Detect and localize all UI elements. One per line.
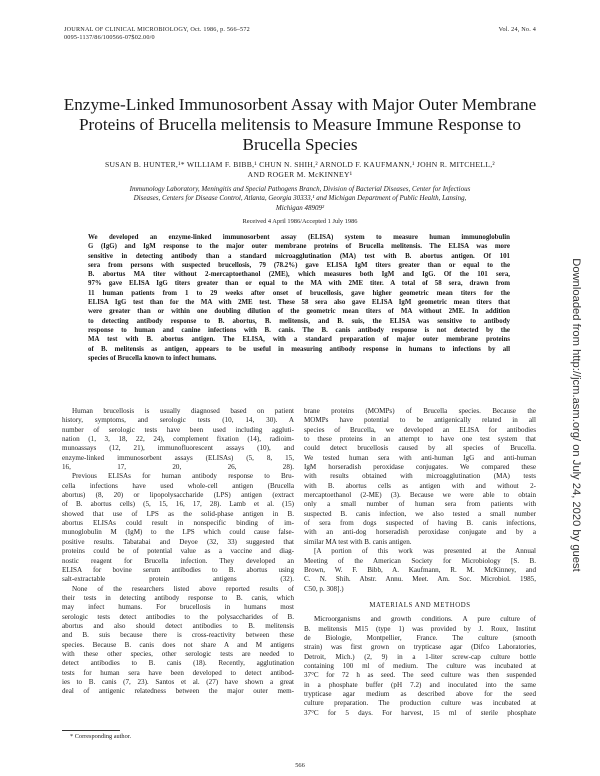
journal-code: 0095-1137/86/100566-07$02.00/0 bbox=[64, 34, 155, 41]
body-line: in a phosphate buffer (pH 7.2) and inoculated into the same bbox=[304, 680, 536, 689]
abstract-line: B. abortus MA titer without 2-mercaptoethanol (2ME), which measures both IgM and IgG. Of the 101 sera, bbox=[88, 271, 510, 279]
body-line: abortus) (8, 20) or lipopolysaccharide (LPS) antigen (extract bbox=[62, 491, 294, 500]
abstract-line: MA test with B. abortus antigen. The ELISA, with a standard preparation of major outer membrane proteins bbox=[88, 336, 510, 344]
body-line: positive results. Tabatabai and Deyoe (32, 33) suggested that bbox=[62, 537, 294, 546]
body-line: brane proteins (MOMPs) of Brucella species. Because the bbox=[304, 407, 536, 415]
download-watermark bbox=[567, 180, 585, 650]
body-line: Previous ELISAs for human antibody response to Bru- bbox=[72, 472, 294, 481]
article-title bbox=[60, 95, 540, 155]
body-line: strain) was first grown on trypticase agar (Difco Laboratories, bbox=[304, 643, 536, 652]
body-line: with results obtained with microagglutination (MA) tests bbox=[304, 472, 536, 481]
abstract bbox=[88, 233, 510, 363]
body-line: containing 100 ml of medium. The culture was incubated at bbox=[304, 661, 536, 670]
journal-header bbox=[64, 26, 250, 42]
body-line: nation (1, 3, 18, 22, 24), complement fixation (14), radioim- bbox=[62, 435, 294, 444]
body-line: and B. suis because there is cross-reactivity between these bbox=[62, 631, 294, 640]
body-line: mercaptoethanol (2-ME) (3). Because we were able to obtain bbox=[304, 491, 536, 500]
body-line: C50, p. 308].) bbox=[304, 584, 344, 593]
body-line: proteins could be of potential value as a vaccine and diag- bbox=[62, 547, 294, 556]
body-line: culture preparation. The production culture was incubated at bbox=[304, 699, 536, 708]
body-line: abortus and also should detect antibodies to B. melitensis bbox=[62, 621, 294, 630]
abstract-line: were greater than or within one doubling dilution of the geometric mean titers of MA without 2ME. In addition bbox=[88, 308, 510, 316]
journal-citation: JOURNAL OF CLINICAL MICROBIOLOGY, Oct. 1986, p. 566–572 bbox=[64, 26, 250, 33]
abstract-line: of B. melitensis as antigen, appears to be useful in measuring antibody response in humans to infections by all bbox=[88, 345, 510, 353]
body-line: IgM horseradish peroxidase conjugates. We compared these bbox=[304, 463, 536, 472]
body-line: suspected B. canis infection, we also tested a small number bbox=[304, 509, 536, 518]
body-line: ies to B. canis (7, 23). Santos et al. (27) have shown a great bbox=[62, 677, 294, 686]
body-line: cella infections have used whole-cell antigen (Brucella bbox=[62, 481, 294, 490]
affiliation-line: Michigan 48909² bbox=[275, 203, 325, 212]
body-line: enzyme-linked immunosorbent assays (ELISAs) (5, 8, 15, bbox=[62, 453, 294, 462]
affiliation-line: Diseases, Centers for Disease Control, Atlanta, Georgia 30333,¹ and Michigan Department of Public Health, Lansing, bbox=[133, 194, 467, 203]
body-line: 37°C for 5 days. For harvest, 15 ml of sterile phosphate bbox=[304, 708, 536, 717]
section-heading-methods: MATERIALS AND METHODS bbox=[369, 601, 471, 609]
body-line: may infect humans. For brucellosis in humans most bbox=[62, 603, 294, 612]
abstract-line: 11 human patients from 1 to 29 weeks after onset of brucellosis, gave higher geometric mean titers for the bbox=[88, 289, 510, 297]
body-line: None of the researchers listed above reported results of bbox=[72, 584, 294, 593]
body-line: Human brucellosis is usually diagnosed based on patient bbox=[72, 407, 294, 415]
body-line: with B. abortus cells as antigen with and without 2- bbox=[304, 481, 536, 490]
abstract-line: to detecting antibody response to B. abortus, B. melitensis, and B. suis, the ELISA was sensitive to antibody bbox=[88, 317, 510, 325]
abstract-line: 97% gave ELISA IgG titers greater than or equal to the MA with 2ME titer. A total of 58 sera, drawn from bbox=[88, 280, 510, 288]
author-list bbox=[60, 160, 540, 180]
affiliation-line: Immunology Laboratory, Meningitis and Special Pathogens Branch, Division of Bacterial Diseases, Center for Infectious bbox=[129, 185, 471, 193]
abstract-line: ELISA IgG test than for the MA with 2ME test. These 58 sera also gave ELISA IgM geometric mean titers that bbox=[88, 299, 510, 307]
title-line: Proteins of Brucella melitensis to Measure Immune Response to bbox=[78, 115, 522, 134]
body-line: showed that use of LPS as the solid-phase antigen in B. bbox=[62, 509, 294, 518]
body-line: species of Brucella, we developed an ELISA for antibodies bbox=[304, 425, 536, 434]
abstract-line: G (IgG) and IgM response to the major outer membrane proteins of Brucella melitensis. The ELISA was more bbox=[88, 243, 510, 251]
body-line: number of serologic tests have been used including aggluti- bbox=[62, 425, 294, 434]
methods-text bbox=[304, 615, 536, 718]
body-line: Meeting of the American Society for Microbiology [S. B. bbox=[304, 556, 536, 565]
page-number: 566 bbox=[295, 762, 305, 769]
body-column-left bbox=[62, 407, 294, 697]
author-line: SUSAN B. HUNTER,¹* WILLIAM F. BIBB,¹ CHUN N. SHIH,² ARNOLD F. KAUFMANN,¹ JOHN R. MITCHELL,² bbox=[104, 160, 496, 169]
body-line: their tests in detecting antibody response to B. canis, which bbox=[62, 593, 294, 602]
received-dates: Received 4 April 1986/Accepted 1 July 1986 bbox=[242, 218, 358, 225]
body-line: Microorganisms and growth conditions. A pure culture of bbox=[314, 615, 536, 624]
body-line: species. Because B. canis does not share A and M antigens bbox=[62, 640, 294, 649]
body-line: de Biologie, Montpellier, France. The culture (smooth bbox=[304, 633, 536, 642]
body-line: tests for human sera have been developed to detect antibod- bbox=[62, 668, 294, 677]
footnote: * Corresponding author. bbox=[70, 733, 132, 740]
body-line: of B. abortus cells) (5, 15, 16, 17, 28). Lamb et al. (15) bbox=[62, 500, 294, 509]
body-line: trypticase agar medium as described above for the seed bbox=[304, 689, 536, 698]
body-line: munoassays (12, 21), immunofluorescent assays (10), and bbox=[62, 444, 294, 453]
body-line: abortus ELISAs could result in nonspecific binding of im- bbox=[62, 519, 294, 528]
body-line: salt-extractable protein antigens (32). bbox=[62, 575, 294, 584]
affiliations bbox=[62, 185, 538, 213]
body-line: Brown, W. F. Bibb, A. Kaufmann, R. M. McKinney, and bbox=[304, 565, 536, 574]
body-line: only a small number of human sera from patients with bbox=[304, 500, 536, 509]
body-line: C. N. Shih. Abstr. Annu. Meet. Am. Soc. Microbiol. 1985, bbox=[304, 575, 536, 584]
body-column-right bbox=[304, 407, 536, 718]
body-line: 37°C for 72 h as seed. The seed culture was then suspended bbox=[304, 671, 536, 680]
body-line: MOMPs have potential to be antigenically related in all bbox=[304, 416, 536, 425]
title-line: Enzyme-Linked Immunosorbent Assay with Major Outer Membrane bbox=[63, 95, 537, 114]
body-line: history, symptoms, and serologic tests (10, 14, 30). A bbox=[62, 416, 294, 425]
author-line: AND ROGER M. McKINNEY¹ bbox=[247, 170, 353, 179]
body-line: serologic tests detect antibodies to the polysaccharides of B. bbox=[62, 612, 294, 621]
abstract-line: sera from persons with suspected brucellosis, 79 (78.2%) gave ELISA IgM titers greater than or equal to the bbox=[88, 261, 510, 269]
abstract-line: We developed an enzyme-linked immunosorbent assay (ELISA) system to measure human immunoglobulin bbox=[88, 234, 510, 241]
intro-continuation bbox=[304, 407, 536, 594]
body-line: detect antibodies to B. canis (18). Recently, agglutination bbox=[62, 659, 294, 668]
body-line: with an anti-dog horseradish peroxidase conjugate and by a bbox=[304, 528, 536, 537]
abstract-line: response to human and canine infections with B. canis. The B. canis antibody response is not detected by the bbox=[88, 326, 510, 334]
footnote-divider bbox=[62, 730, 120, 731]
title-line: Brucella Species bbox=[242, 135, 358, 154]
abstract-line: sensitive in detecting antibody than a standard microagglutination (MA) test with B. abortus antigen. Of 101 bbox=[88, 252, 510, 260]
body-line: We tested human sera with anti-human IgG and anti-human bbox=[304, 453, 536, 462]
body-line: Detroit, Mich.) (2, 9) in a 1-liter screw-cap culture bottle bbox=[304, 652, 536, 661]
body-line: nostic reagent for Brucella infection. They developed an bbox=[62, 556, 294, 565]
body-line: could detect brucellosis caused by all species of Brucella. bbox=[304, 444, 536, 453]
download-watermark-text: Downloaded from http://jcm.asm.org/ on July 24, 2020 by guest bbox=[570, 258, 582, 572]
body-line: ELISA for bovine serum antibodies to B. abortus using bbox=[62, 565, 294, 574]
body-line: similar MA test with B. canis antigen. bbox=[304, 537, 412, 546]
body-line: deal of antigenic relatedness between the major outer mem- bbox=[62, 687, 294, 696]
body-line: to these proteins in an attempt to have one test system that bbox=[304, 435, 536, 444]
body-line: of sera from dogs suspected of having B. canis infections, bbox=[304, 519, 536, 528]
body-line: munoglobulin M (IgM) to the LPS which could cause false- bbox=[62, 528, 294, 537]
body-line: B. melitensis M15 (type 1) was provided by J. Roux, Institut bbox=[304, 624, 536, 633]
body-line: 16, 17, 20, 26, 28). bbox=[62, 463, 294, 472]
body-line: with these other species, other serologic tests are needed to bbox=[62, 649, 294, 658]
abstract-line: species of Brucella known to infect humans. bbox=[88, 354, 217, 362]
body-line: [A portion of this work was presented at the Annual bbox=[314, 547, 536, 556]
volume-label: Vol. 24, No. 4 bbox=[498, 26, 536, 33]
